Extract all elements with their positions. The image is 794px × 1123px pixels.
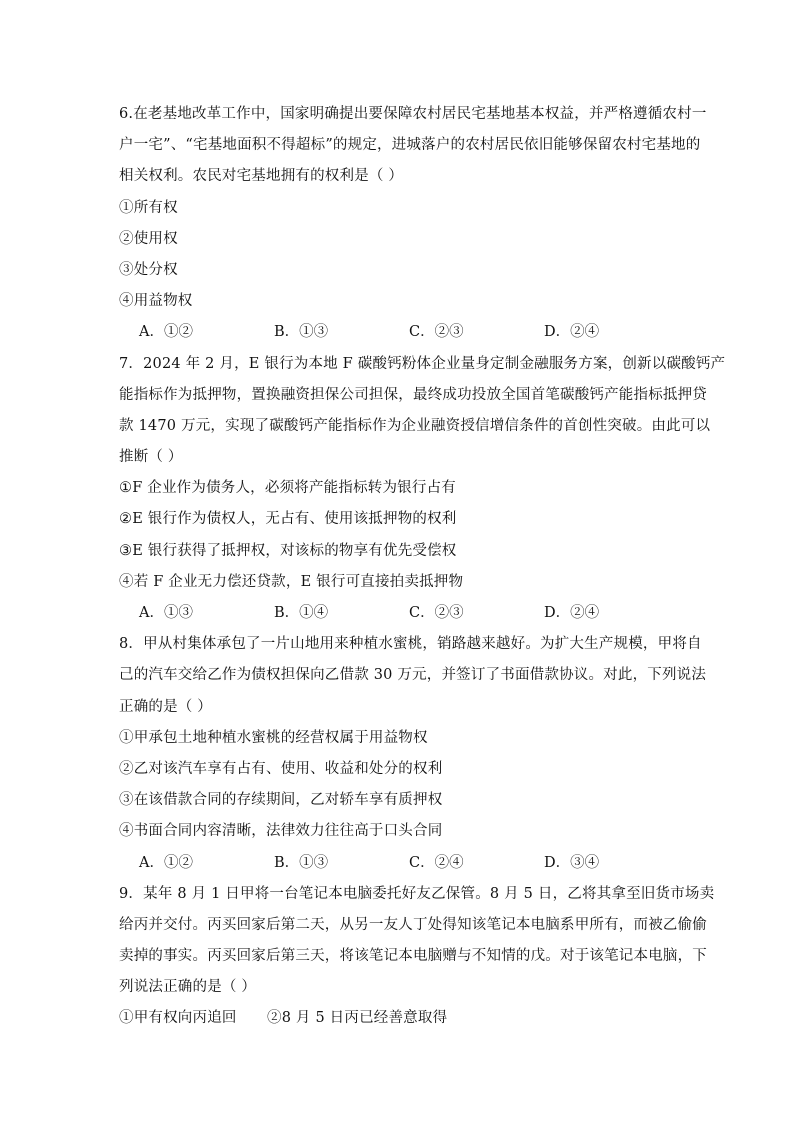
- question-7-statement-3: ③E 银行获得了抵押权，对该标的物享有优先受偿权: [119, 542, 457, 559]
- question-9-statement-2: ②8 月 5 日丙已经善意取得: [267, 1010, 448, 1027]
- question-7-statement-4: ④若 F 企业无力偿还贷款，E 银行可直接拍卖抵押物: [119, 573, 464, 590]
- question-6-option-c: C．②③: [409, 324, 464, 341]
- question-9-stem-line-2: 给丙并交付。丙买回家后第二天，从另一友人丁处得知该笔记本电脑系甲所有，而被乙偷偷: [119, 916, 707, 933]
- question-6-option-a: A．①②: [139, 324, 193, 341]
- question-8-statement-2: ②乙对该汽车享有占有、使用、收益和处分的权利: [119, 760, 443, 777]
- question-9-statements-row: [119, 1003, 679, 1034]
- question-7-stem-line-4: 推断（ ）: [119, 449, 183, 466]
- question-6-stem-line-3: 相关权利。农民对宅基地拥有的权利是（ ）: [119, 168, 404, 185]
- question-6-statement-1: ①所有权: [119, 199, 178, 216]
- question-6-statement-4: ④用益物权: [119, 293, 193, 310]
- question-6: [119, 99, 707, 349]
- question-7-option-d: D．②④: [544, 605, 600, 621]
- question-6-option-d: D．②④: [544, 324, 600, 341]
- question-9-statement-1: ①甲有权向丙追回: [119, 1010, 237, 1027]
- question-9: [119, 879, 715, 1035]
- question-6-statement-2: ②使用权: [119, 230, 178, 247]
- question-6-stem-line-2: 户一宅”、“宅基地面积不得超标”的规定，进城落户的农村居民依旧能够保留农村宅基地的: [119, 137, 701, 154]
- question-7: [119, 349, 726, 630]
- question-8-option-c: C．②④: [409, 854, 464, 871]
- question-8-stem-line-3: 正确的是（ ）: [119, 698, 213, 715]
- question-8-statement-4: ④书面合同内容清晰，法律效力往往高于口头合同: [119, 823, 443, 840]
- question-7-options: [119, 598, 679, 629]
- question-8-option-b: B．①③: [274, 854, 329, 871]
- question-7-stem-line-2: 能指标作为抵押物，置换融资担保公司担保，最终成功投放全国首笔碳酸钙产能指标抵押贷: [119, 386, 707, 403]
- question-8-stem-line-2: 己的汽车交给乙作为债权担保向乙借款 30 万元，并签订了书面借款协议。对此，下列说法: [119, 667, 707, 684]
- question-8-options: [119, 848, 679, 879]
- question-8-option-a: A．①②: [139, 854, 193, 871]
- question-9-stem-line-1: 9．某年 8 月 1 日甲将一台笔记本电脑委托好友乙保管。8 月 5 日，乙将其拿至旧货市场卖: [119, 885, 715, 902]
- question-8-option-d: D．③④: [544, 854, 600, 871]
- question-8-statement-1: ①甲承包土地种植水蜜桃的经营权属于用益物权: [119, 729, 428, 746]
- question-8-statement-3: ③在该借款合同的存续期间，乙对轿车享有质押权: [119, 792, 443, 809]
- question-6-statement-3: ③处分权: [119, 261, 178, 278]
- question-9-stem-line-4: 列说法正确的是（ ）: [119, 979, 257, 996]
- question-6-options: [119, 317, 679, 348]
- question-7-statement-2: ②E 银行作为债权人，无占有、使用该抵押物的权利: [119, 511, 457, 528]
- question-7-option-b: B．①④: [274, 605, 329, 621]
- question-9-stem-line-3: 卖掉的事实。丙买回家后第三天，将该笔记本电脑赠与不知情的戊。对于该笔记本电脑，下: [119, 948, 707, 965]
- question-7-stem-line-3: 款 1470 万元，实现了碳酸钙产能指标作为企业融资授信增信条件的首创性突破。由此可以: [119, 417, 711, 434]
- question-6-option-b: B．①③: [274, 324, 329, 341]
- question-7-option-c: C．②③: [409, 605, 464, 621]
- question-list: [119, 99, 726, 1035]
- question-8: [119, 629, 707, 879]
- question-8-stem-line-1: 8．甲从村集体承包了一片山地用来种植水蜜桃，销路越来越好。为扩大生产规模，甲将自: [119, 636, 702, 653]
- question-7-statement-1: ①F 企业作为债务人，必须将产能指标转为银行占有: [119, 480, 456, 497]
- question-6-stem-line-1: 6.在老基地改革工作中，国家明确提出要保障农村居民宅基地基本权益，并严格遵循农村一: [119, 106, 707, 122]
- question-7-option-a: A．①③: [139, 605, 193, 621]
- question-7-stem-line-1: 7．2024 年 2 月，E 银行为本地 F 碳酸钙粉体企业量身定制金融服务方案，创新以碳酸钙产: [119, 355, 726, 372]
